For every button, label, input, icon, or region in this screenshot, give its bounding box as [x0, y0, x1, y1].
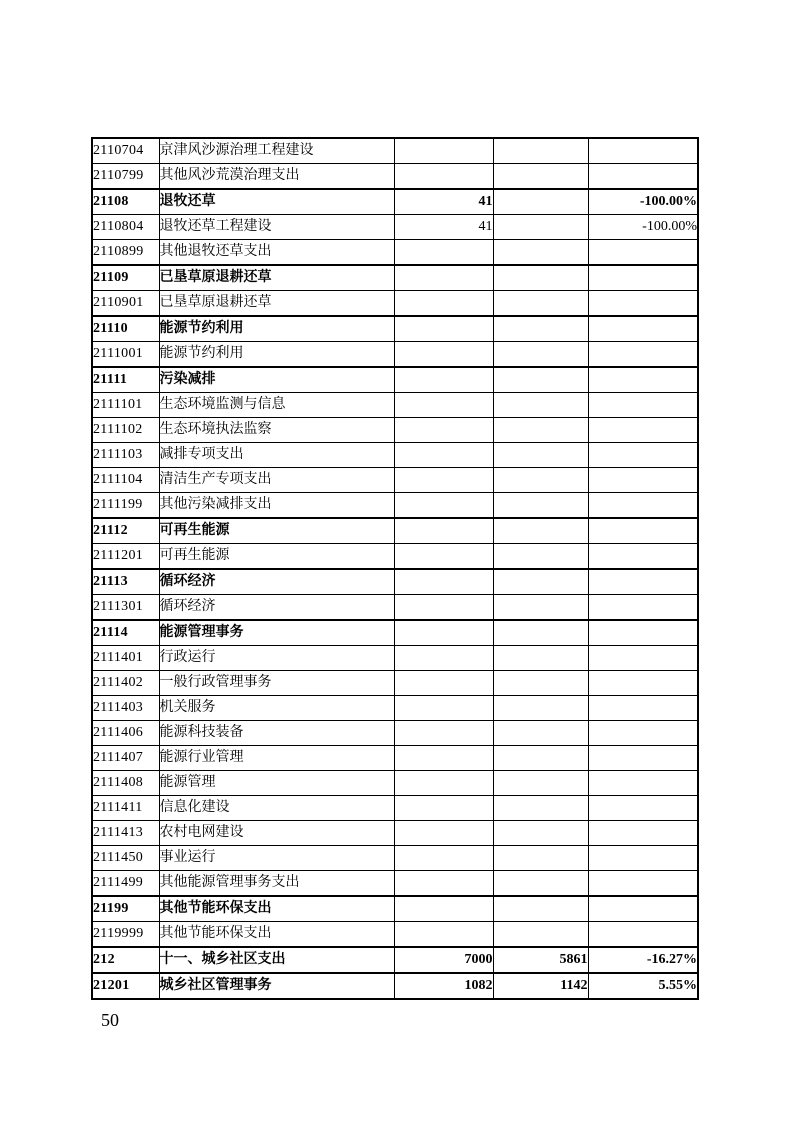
row-name: 生态环境监测与信息 — [159, 393, 394, 418]
row-value1 — [394, 896, 493, 922]
row-name: 能源管理 — [159, 771, 394, 796]
table-row — [92, 646, 698, 671]
row-value2 — [493, 468, 588, 493]
table-row — [92, 671, 698, 696]
row-percent — [588, 443, 698, 468]
row-value1 — [394, 922, 493, 948]
row-value2 — [493, 796, 588, 821]
row-value2 — [493, 164, 588, 190]
table-row — [92, 189, 698, 215]
row-name: 信息化建设 — [159, 796, 394, 821]
table-row — [92, 595, 698, 621]
row-value2 — [493, 493, 588, 519]
row-percent — [588, 316, 698, 342]
row-value1 — [394, 620, 493, 646]
row-value1 — [394, 569, 493, 595]
row-name: 十一、城乡社区支出 — [159, 947, 394, 973]
row-code: 2110901 — [92, 291, 159, 317]
row-value1 — [394, 164, 493, 190]
row-percent — [588, 393, 698, 418]
row-code: 21114 — [92, 620, 159, 646]
row-percent: -100.00% — [588, 189, 698, 215]
row-value2 — [493, 771, 588, 796]
row-value2 — [493, 595, 588, 621]
row-value1 — [394, 671, 493, 696]
row-value1: 41 — [394, 215, 493, 240]
row-value2 — [493, 418, 588, 443]
row-value1 — [394, 418, 493, 443]
row-value2 — [493, 138, 588, 164]
row-percent — [588, 595, 698, 621]
table-row — [92, 164, 698, 190]
row-code: 2111407 — [92, 746, 159, 771]
row-percent: 5.55% — [588, 973, 698, 999]
row-percent — [588, 164, 698, 190]
row-code: 212 — [92, 947, 159, 973]
row-value1 — [394, 518, 493, 544]
table-row — [92, 240, 698, 266]
row-value1: 1082 — [394, 973, 493, 999]
row-percent — [588, 493, 698, 519]
row-value2: 5861 — [493, 947, 588, 973]
row-name: 行政运行 — [159, 646, 394, 671]
row-value2 — [493, 316, 588, 342]
row-percent — [588, 468, 698, 493]
table-row — [92, 316, 698, 342]
row-name: 能源科技装备 — [159, 721, 394, 746]
row-value2 — [493, 646, 588, 671]
row-value2 — [493, 443, 588, 468]
table-row — [92, 721, 698, 746]
row-name: 退牧还草 — [159, 189, 394, 215]
table-row — [92, 746, 698, 771]
row-percent: -16.27% — [588, 947, 698, 973]
row-percent: -100.00% — [588, 215, 698, 240]
row-code: 2110704 — [92, 138, 159, 164]
row-percent — [588, 771, 698, 796]
row-code: 2111499 — [92, 871, 159, 897]
row-value2 — [493, 896, 588, 922]
row-value1 — [394, 796, 493, 821]
table-row — [92, 443, 698, 468]
row-value2 — [493, 291, 588, 317]
row-value2 — [493, 922, 588, 948]
table-row — [92, 544, 698, 570]
row-name: 其他退牧还草支出 — [159, 240, 394, 266]
row-name: 其他节能环保支出 — [159, 922, 394, 948]
row-name: 其他能源管理事务支出 — [159, 871, 394, 897]
row-value1 — [394, 342, 493, 368]
row-code: 2111103 — [92, 443, 159, 468]
row-code: 21109 — [92, 265, 159, 291]
row-percent — [588, 367, 698, 393]
table-row — [92, 393, 698, 418]
row-value1 — [394, 393, 493, 418]
row-code: 2111199 — [92, 493, 159, 519]
budget-table — [91, 137, 699, 1000]
table-row — [92, 796, 698, 821]
row-code: 21108 — [92, 189, 159, 215]
row-percent — [588, 265, 698, 291]
row-value2 — [493, 215, 588, 240]
row-value2 — [493, 240, 588, 266]
row-percent — [588, 240, 698, 266]
row-value2 — [493, 189, 588, 215]
row-percent — [588, 518, 698, 544]
row-value1 — [394, 265, 493, 291]
table-row — [92, 821, 698, 846]
row-value2 — [493, 620, 588, 646]
row-name: 已垦草原退耕还草 — [159, 265, 394, 291]
row-value2 — [493, 544, 588, 570]
row-code: 2111402 — [92, 671, 159, 696]
row-percent — [588, 922, 698, 948]
row-value1 — [394, 291, 493, 317]
row-name: 其他污染减排支出 — [159, 493, 394, 519]
page-number: 50 — [101, 1010, 119, 1030]
row-code: 2111201 — [92, 544, 159, 570]
row-value1 — [394, 544, 493, 570]
row-name: 农村电网建设 — [159, 821, 394, 846]
row-value2 — [493, 569, 588, 595]
row-code: 21112 — [92, 518, 159, 544]
row-value1 — [394, 316, 493, 342]
row-name: 生态环境执法监察 — [159, 418, 394, 443]
row-percent — [588, 418, 698, 443]
row-name: 能源节约利用 — [159, 316, 394, 342]
row-value2 — [493, 821, 588, 846]
row-name: 可再生能源 — [159, 518, 394, 544]
row-value1 — [394, 493, 493, 519]
row-name: 机关服务 — [159, 696, 394, 721]
row-value2 — [493, 518, 588, 544]
table-row — [92, 846, 698, 871]
row-name: 减排专项支出 — [159, 443, 394, 468]
row-percent — [588, 620, 698, 646]
table-row — [92, 973, 698, 999]
row-name: 污染减排 — [159, 367, 394, 393]
row-code: 2111102 — [92, 418, 159, 443]
row-code: 2111101 — [92, 393, 159, 418]
row-name: 循环经济 — [159, 569, 394, 595]
row-value1 — [394, 646, 493, 671]
row-code: 2111408 — [92, 771, 159, 796]
row-value2 — [493, 746, 588, 771]
row-value2 — [493, 393, 588, 418]
row-value2 — [493, 696, 588, 721]
row-value1: 7000 — [394, 947, 493, 973]
row-code: 2110804 — [92, 215, 159, 240]
table-row — [92, 896, 698, 922]
row-name: 一般行政管理事务 — [159, 671, 394, 696]
table-row — [92, 871, 698, 897]
row-value1 — [394, 696, 493, 721]
row-name: 清洁生产专项支出 — [159, 468, 394, 493]
row-percent — [588, 746, 698, 771]
table-row — [92, 922, 698, 948]
row-value1 — [394, 746, 493, 771]
row-name: 退牧还草工程建设 — [159, 215, 394, 240]
row-value2 — [493, 871, 588, 897]
row-value1 — [394, 468, 493, 493]
row-code: 21201 — [92, 973, 159, 999]
row-name: 循环经济 — [159, 595, 394, 621]
row-code: 2111104 — [92, 468, 159, 493]
row-code: 2111301 — [92, 595, 159, 621]
row-value2 — [493, 721, 588, 746]
row-code: 2110799 — [92, 164, 159, 190]
row-percent — [588, 846, 698, 871]
row-value1 — [394, 443, 493, 468]
table-row — [92, 468, 698, 493]
table-row — [92, 265, 698, 291]
row-value1 — [394, 721, 493, 746]
table-row — [92, 620, 698, 646]
row-name: 其他节能环保支出 — [159, 896, 394, 922]
row-code: 21111 — [92, 367, 159, 393]
row-code: 2111413 — [92, 821, 159, 846]
row-name: 能源行业管理 — [159, 746, 394, 771]
row-percent — [588, 291, 698, 317]
row-name: 其他风沙荒漠治理支出 — [159, 164, 394, 190]
row-value2 — [493, 265, 588, 291]
table-row — [92, 291, 698, 317]
row-percent — [588, 796, 698, 821]
row-code: 2111403 — [92, 696, 159, 721]
table-row — [92, 771, 698, 796]
row-value1 — [394, 240, 493, 266]
row-code: 2111001 — [92, 342, 159, 368]
table-row — [92, 418, 698, 443]
table-row — [92, 215, 698, 240]
row-percent — [588, 696, 698, 721]
row-name: 京津风沙源治理工程建设 — [159, 138, 394, 164]
row-name: 可再生能源 — [159, 544, 394, 570]
row-name: 能源节约利用 — [159, 342, 394, 368]
table-row — [92, 696, 698, 721]
table-row — [92, 367, 698, 393]
row-value2 — [493, 846, 588, 871]
row-value2 — [493, 342, 588, 368]
row-code: 2110899 — [92, 240, 159, 266]
row-percent — [588, 896, 698, 922]
row-name: 能源管理事务 — [159, 620, 394, 646]
row-value2 — [493, 671, 588, 696]
row-code: 2111406 — [92, 721, 159, 746]
row-percent — [588, 342, 698, 368]
row-value1 — [394, 771, 493, 796]
row-name: 已垦草原退耕还草 — [159, 291, 394, 317]
row-code: 21110 — [92, 316, 159, 342]
row-percent — [588, 544, 698, 570]
row-name: 城乡社区管理事务 — [159, 973, 394, 999]
row-value1: 41 — [394, 189, 493, 215]
row-code: 21113 — [92, 569, 159, 595]
row-percent — [588, 569, 698, 595]
row-value2 — [493, 367, 588, 393]
row-value1 — [394, 846, 493, 871]
row-percent — [588, 138, 698, 164]
table-row — [92, 518, 698, 544]
row-name: 事业运行 — [159, 846, 394, 871]
row-code: 21199 — [92, 896, 159, 922]
row-value2: 1142 — [493, 973, 588, 999]
table-row — [92, 138, 698, 164]
table-row — [92, 342, 698, 368]
row-value1 — [394, 595, 493, 621]
row-code: 2111450 — [92, 846, 159, 871]
row-percent — [588, 721, 698, 746]
row-code: 2111401 — [92, 646, 159, 671]
row-code: 2119999 — [92, 922, 159, 948]
row-percent — [588, 871, 698, 897]
row-percent — [588, 821, 698, 846]
row-value1 — [394, 821, 493, 846]
row-percent — [588, 646, 698, 671]
table-row — [92, 569, 698, 595]
row-percent — [588, 671, 698, 696]
row-value1 — [394, 138, 493, 164]
table-row — [92, 947, 698, 973]
row-value1 — [394, 871, 493, 897]
table-row — [92, 493, 698, 519]
row-code: 2111411 — [92, 796, 159, 821]
row-value1 — [394, 367, 493, 393]
